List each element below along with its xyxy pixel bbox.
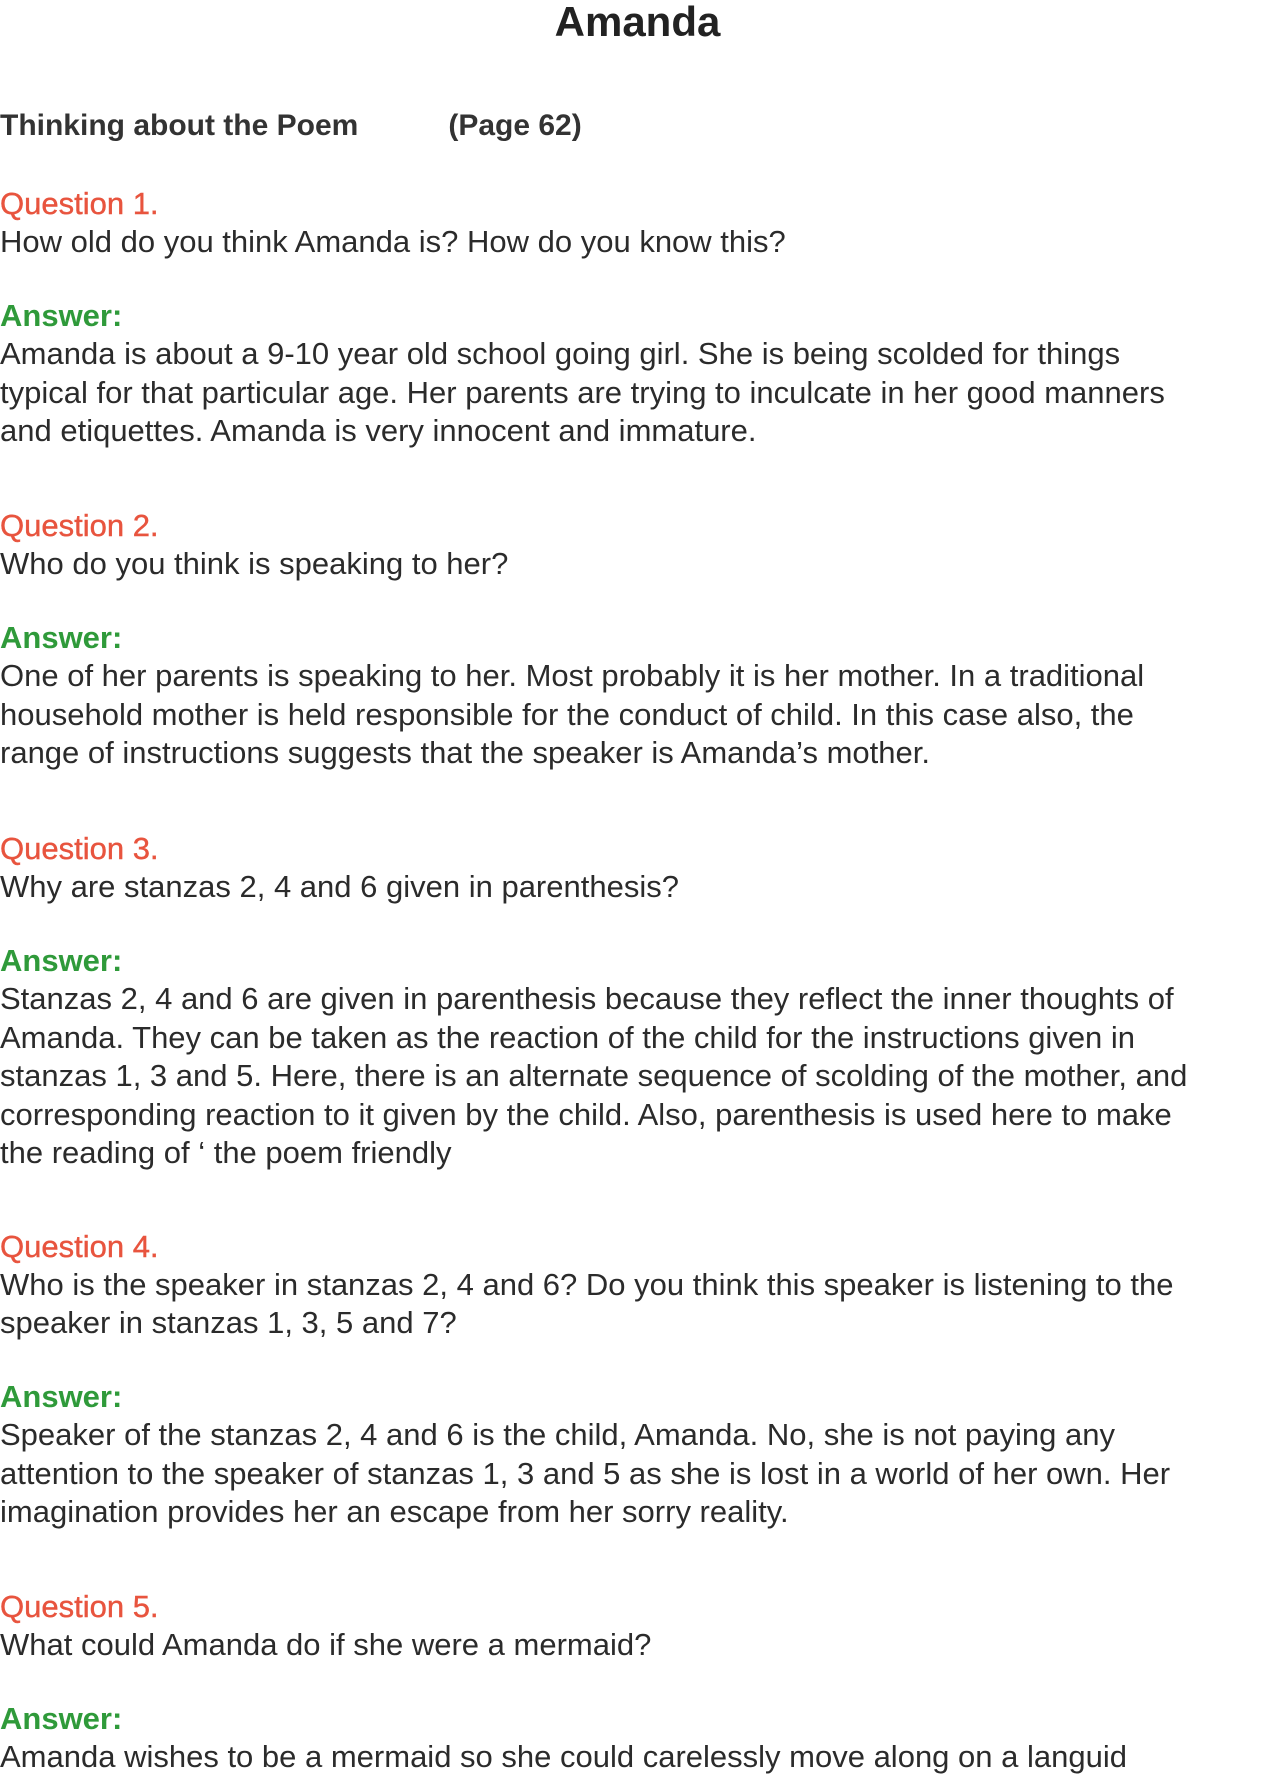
answer-label: Answer: (0, 1379, 123, 1414)
question-text: How old do you think Amanda is? How do you know this? (0, 224, 786, 259)
answer-line: stanzas 1, 3 and 5. Here, there is an alternate sequence of scolding of the mother, and (0, 1058, 1188, 1093)
answer-line: the reading of ‘ the poem friendly (0, 1135, 452, 1170)
answer-line: and etiquettes. Amanda is very innocent and immature. (0, 413, 757, 448)
question-label: Question 4. (0, 1229, 159, 1264)
answer-line: typical for that particular age. Her parents are trying to inculcate in her good manners (0, 374, 1165, 410)
answer-line: Amanda wishes to be a mermaid so she could carelessly move along on a languid (0, 1739, 1127, 1774)
answer-label: Answer: (0, 298, 123, 333)
question-text: speaker in stanzas 1, 3, 5 and 7? (0, 1305, 457, 1340)
page-reference: (Page 62) (448, 109, 582, 142)
answer-line: range of instructions suggests that the speaker is Amanda’s mother. (0, 735, 930, 770)
answer-label: Answer: (0, 620, 123, 655)
question-label: Question 5. (0, 1589, 159, 1624)
question-text: Who do you think is speaking to her? (0, 546, 509, 581)
qa-block-5 (0, 1588, 1275, 1777)
question-label: Question 1. (0, 186, 159, 221)
answer-line: corresponding reaction to it given by the child. Also, parenthesis is used here to make (0, 1096, 1172, 1132)
answer-line: household mother is held responsible for the conduct of child. In this case also, the (0, 696, 1134, 732)
answer-line: Stanzas 2, 4 and 6 are given in parenthesis because they reflect the inner thoughts of (0, 981, 1174, 1016)
qa-block-1 (0, 185, 1275, 451)
answer-line: Amanda. They can be taken as the reaction of the child for the instructions given in (0, 1019, 1136, 1055)
question-text: Who is the speaker in stanzas 2, 4 and 6? Do you think this speaker is listening to the (0, 1267, 1174, 1302)
question-text: Why are stanzas 2, 4 and 6 given in parenthesis? (0, 869, 679, 904)
answer-line: attention to the speaker of stanzas 1, 3 and 5 as she is lost in a world of her own. Her (0, 1455, 1171, 1491)
qa-block-3 (0, 830, 1275, 1173)
section-heading (0, 106, 582, 146)
qa-block-4 (0, 1228, 1275, 1532)
qa-block-2 (0, 507, 1275, 773)
answer-label: Answer: (0, 943, 123, 978)
answer-line: Speaker of the stanzas 2, 4 and 6 is the child, Amanda. No, she is not paying any (0, 1417, 1115, 1452)
question-label: Question 3. (0, 831, 159, 866)
answer-label: Answer: (0, 1701, 123, 1736)
question-text: What could Amanda do if she were a mermaid? (0, 1627, 652, 1662)
answer-line: imagination provides her an escape from her sorry reality. (0, 1494, 789, 1529)
answer-line: Amanda is about a 9-10 year old school going girl. She is being scolded for things (0, 336, 1121, 371)
answer-line: One of her parents is speaking to her. Most probably it is her mother. In a traditional (0, 658, 1145, 693)
page-title: Amanda (554, 0, 721, 45)
question-label: Question 2. (0, 508, 159, 543)
section-heading-text: Thinking about the Poem (0, 109, 359, 142)
